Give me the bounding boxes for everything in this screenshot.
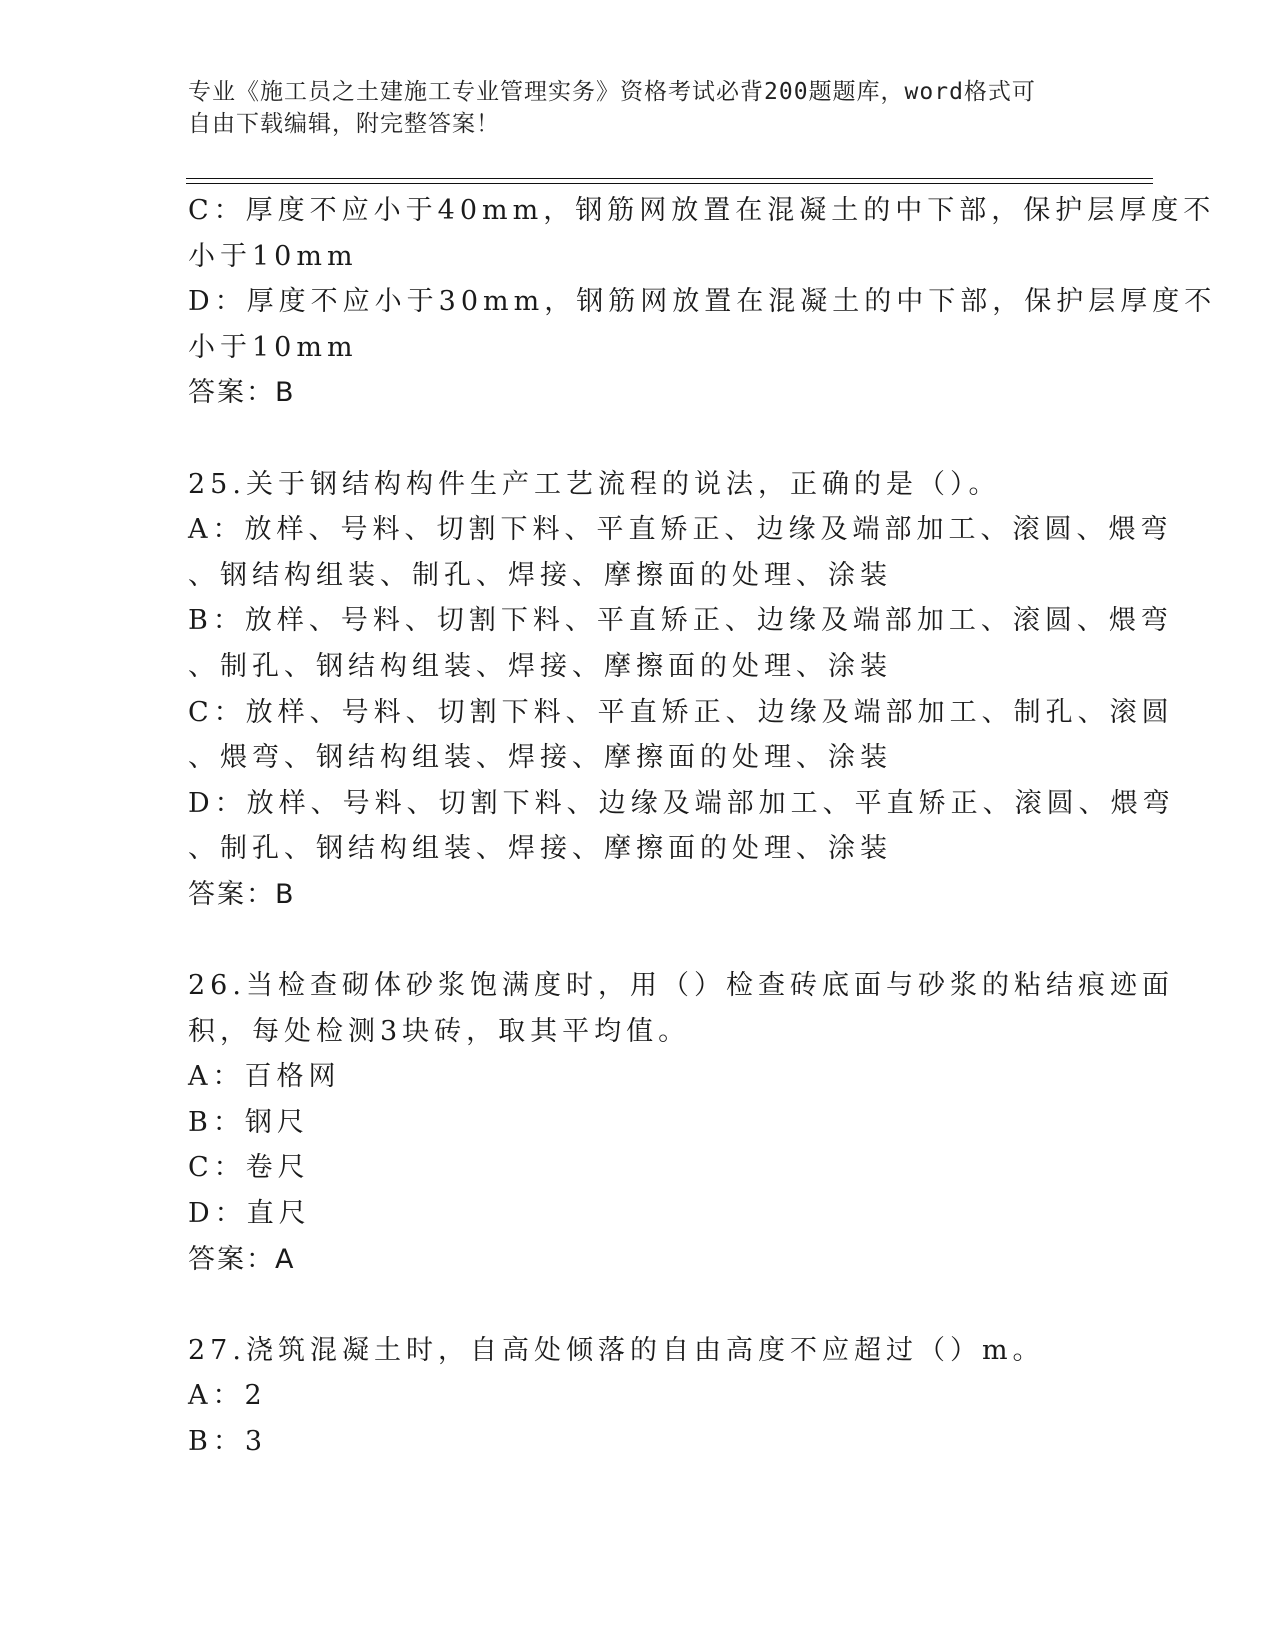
- option-c-line-1: C：厚度不应小于40mm，钢筋网放置在混凝土的中下部，保护层厚度不: [188, 195, 1216, 226]
- question-26: [188, 963, 1174, 1282]
- option-a-line-1: A：放样、号料、切割下料、平直矫正、边缘及端部加工、滚圆、煨弯: [188, 514, 1173, 546]
- question-24-tail: [188, 188, 1217, 416]
- question-27: [188, 1328, 1088, 1465]
- option-d: D：直尺: [188, 1198, 311, 1230]
- option-d-line-2: 小于10mm: [188, 331, 358, 363]
- header-divider-top: [186, 178, 1153, 179]
- option-b: B：3: [188, 1426, 268, 1458]
- option-c-line-2: 小于10mm: [188, 240, 358, 272]
- question-25: [188, 462, 1175, 918]
- header-divider-bottom: [186, 183, 1153, 184]
- option-c: C：卷尺: [188, 1152, 310, 1184]
- option-b: B：钢尺: [188, 1106, 309, 1138]
- option-a: A：2: [188, 1380, 267, 1412]
- option-a-line-2: 、钢结构组装、制孔、焊接、摩擦面的处理、涂装: [188, 559, 892, 591]
- option-d-line-1: D：厚度不应小于30mm，钢筋网放置在混凝土的中下部，保护层厚度不: [188, 286, 1217, 318]
- option-d-line-2: 、制孔、钢结构组装、焊接、摩擦面的处理、涂装: [188, 833, 892, 865]
- option-a: A：百格网: [188, 1061, 341, 1093]
- question-text: 27.浇筑混凝土时，自高处倾落的自由高度不应超过（）m。: [188, 1334, 1045, 1366]
- question-text-line-2: 积，每处检测3块砖，取其平均值。: [188, 1015, 691, 1047]
- answer: 答案：B: [188, 377, 296, 409]
- question-list: [188, 188, 1217, 1465]
- spacer: [188, 1282, 1088, 1328]
- question-text-line-1: 26.当检查砌体砂浆饱满度时，用（）检查砖底面与砂浆的粘结痕迹面: [188, 970, 1174, 1002]
- option-b-line-2: 、制孔、钢结构组装、焊接、摩擦面的处理、涂装: [188, 650, 892, 682]
- option-d-line-1: D：放样、号料、切割下料、边缘及端部加工、平直矫正、滚圆、煨弯: [188, 787, 1175, 819]
- document-header: [188, 76, 1088, 140]
- question-text: 25.关于钢结构构件生产工艺流程的说法，正确的是（）。: [188, 468, 1001, 500]
- answer: 答案：B: [188, 878, 296, 910]
- header-title-line-1: 专业《施工员之土建施工专业管理实务》资格考试必背200题题库，word格式可: [188, 79, 1036, 105]
- option-c-line-1: C：放样、号料、切割下料、平直矫正、边缘及端部加工、制孔、滚圆: [188, 696, 1174, 728]
- answer: 答案：A: [188, 1243, 296, 1275]
- header-title-line-2: 自由下载编辑，附完整答案！: [188, 111, 500, 137]
- option-b-line-1: B：放样、号料、切割下料、平直矫正、边缘及端部加工、滚圆、煨弯: [188, 605, 1173, 637]
- spacer: [188, 918, 1088, 964]
- option-c-line-2: 、煨弯、钢结构组装、焊接、摩擦面的处理、涂装: [188, 742, 892, 774]
- spacer: [188, 416, 1088, 462]
